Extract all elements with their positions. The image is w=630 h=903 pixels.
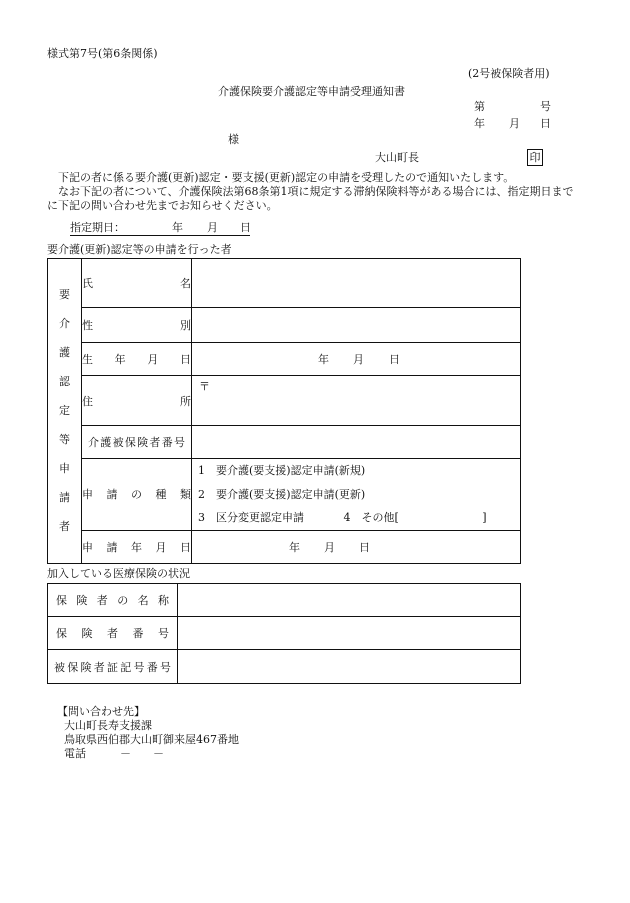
application-date-label: 申請年月日 (82, 530, 192, 563)
insurance-section-title: 加入している医療保険の状況 (47, 567, 190, 580)
sex-label: 性別 (82, 308, 192, 343)
body-line-3: に下記の問い合わせ先までお知らせください。 (47, 199, 278, 212)
card-number-field[interactable] (178, 650, 521, 684)
insurer-name-label: 保険者の名称 (48, 584, 178, 617)
contact-phone-label: 電話 (64, 747, 86, 760)
application-type-option-1[interactable]: 1 要介護(要支援)認定申請(新規) (198, 464, 366, 477)
insured-number-field[interactable] (192, 426, 521, 459)
issuer: 大山町長 (375, 151, 419, 164)
date-day: 日 (540, 117, 551, 130)
designated-date-year: 年 (172, 221, 183, 234)
insurer-number-label: 保険者番号 (48, 617, 178, 650)
applicant-section-title: 要介護(更新)認定等の申請を行った者 (47, 243, 232, 256)
name-field[interactable] (192, 259, 521, 308)
sex-field[interactable] (192, 308, 521, 343)
contact-heading: 【問い合わせ先】 (57, 705, 145, 718)
address-field[interactable] (192, 376, 521, 426)
applicant-vertical-label: 要 介 護 認 定 等 申 請 者 (48, 259, 82, 564)
document-title: 介護保険要介護認定等申請受理通知書 (218, 85, 405, 98)
designated-date-day: 日 (240, 221, 251, 234)
application-date-field[interactable]: 年 月 日 (192, 530, 521, 563)
application-type-option-2[interactable]: 2 要介護(要支援)認定申請(更新) (198, 487, 366, 501)
body-line-1: 下記の者に係る要介護(更新)認定・要支援(更新)認定の申請を受理したので通知いたします。 (58, 171, 515, 184)
seal-box: 印 (527, 149, 543, 166)
address-label: 住所 (82, 376, 192, 426)
designated-date-label: 指定期日： (70, 221, 125, 234)
card-number-label: 被保険者証記号番号 (48, 650, 178, 684)
contact-department: 大山町長寿支援課 (64, 719, 152, 732)
date-year: 年 (474, 117, 485, 130)
postal-mark: 〒 (199, 380, 210, 393)
insured-number-label: 介護被保険者番号 (82, 426, 192, 459)
insured-type: (2号被保険者用) (468, 67, 550, 80)
application-type-options[interactable] (192, 459, 521, 531)
birth-field[interactable]: 年 月 日 (192, 343, 521, 376)
form-number: 様式第7号(第6条関係) (47, 47, 158, 60)
date-month: 月 (509, 117, 520, 130)
number-suffix: 号 (540, 100, 551, 113)
applicant-table (47, 258, 521, 564)
insurer-number-field[interactable] (178, 617, 521, 650)
addressee-suffix: 様 (228, 133, 239, 146)
designated-date-month: 月 (207, 221, 218, 234)
application-type-label: 申請の種類 (82, 459, 192, 531)
name-label: 氏名 (82, 259, 192, 308)
insurer-name-field[interactable] (178, 584, 521, 617)
application-type-option-3-4[interactable]: 3 区分変更認定申請 4 その他[ ] (198, 511, 487, 524)
designated-date-underline (70, 235, 250, 236)
body-line-2: なお下記の者について、介護保険法第68条第1項に規定する滞納保険料等がある場合には、指定期日まで (58, 185, 574, 198)
number-prefix: 第 (474, 100, 485, 113)
birth-label: 生年月日 (82, 343, 192, 376)
contact-address: 鳥取県西伯郡大山町御来屋467番地 (64, 733, 239, 746)
insurance-table (47, 583, 521, 684)
contact-phone-dashes: － － (120, 747, 164, 760)
